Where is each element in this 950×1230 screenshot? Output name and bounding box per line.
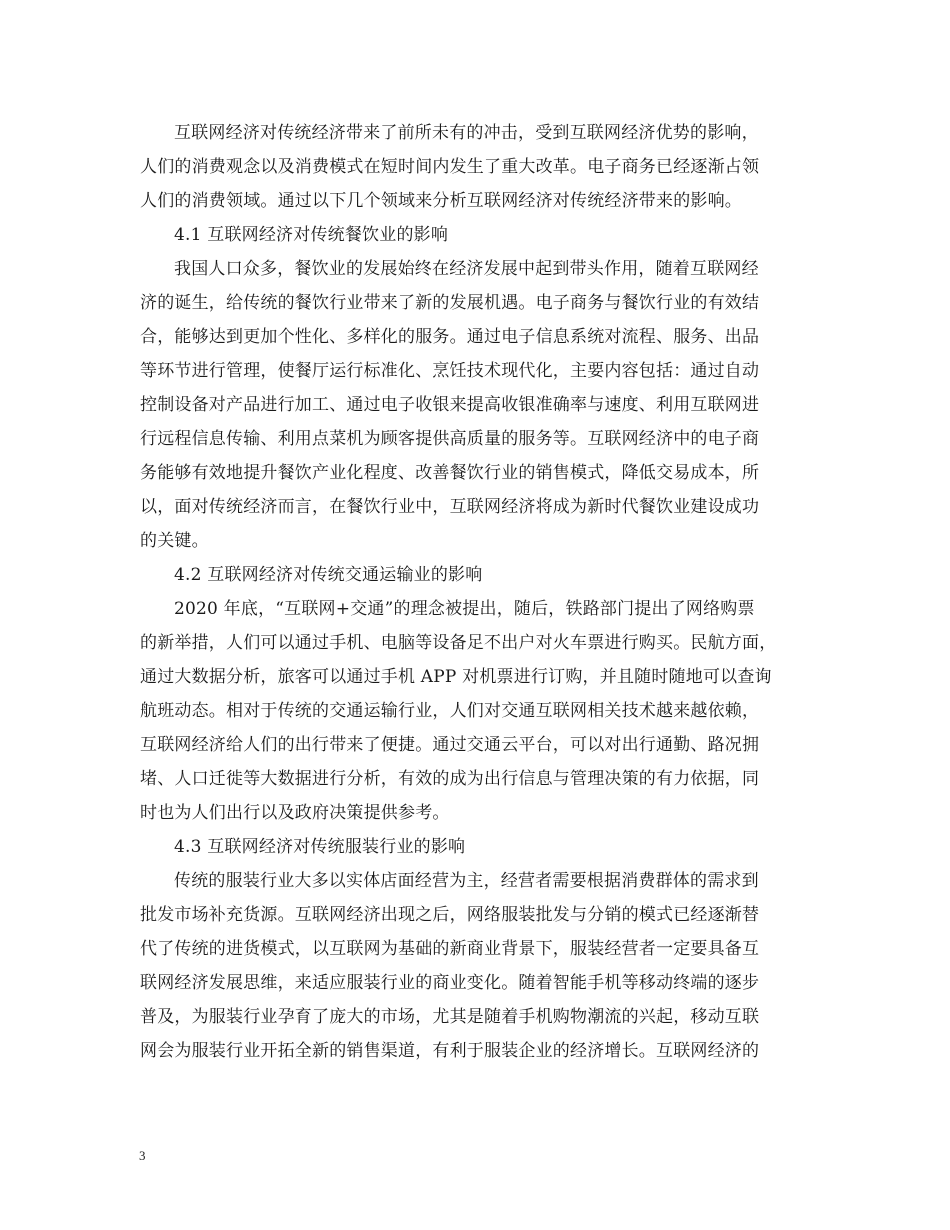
paragraph-line: 济的诞生，给传统的餐饮行业带来了新的发展机遇。电子商务与餐饮行业的有效结 <box>140 293 760 313</box>
section-heading-4-1: 4.1 互联网经济对传统餐饮业的影响 <box>174 225 449 245</box>
section-heading-4-2: 4.2 互联网经济对传统交通运输业的影响 <box>174 565 483 585</box>
paragraph-line: 务能够有效地提升餐饮产业化程度、改善餐饮行业的销售模式，降低交易成本，所 <box>140 463 760 483</box>
paragraph-line: 合，能够达到更加个性化、多样化的服务。通过电子信息系统对流程、服务、出品 <box>140 327 760 347</box>
paragraph-line: 互联网经济对传统经济带来了前所未有的冲击，受到互联网经济优势的影响， <box>174 123 759 143</box>
paragraph-line: 批发市场补充货源。互联网经济出现之后，网络服装批发与分销的模式已经逐渐替 <box>140 905 760 925</box>
paragraph-line: 的关键。 <box>140 531 209 551</box>
paragraph-line: 控制设备对产品进行加工、通过电子收银来提高收银准确率与速度、利用互联网进 <box>140 395 760 415</box>
paragraph-line: 代了传统的进货模式，以互联网为基础的新商业背景下，服装经营者一定要具备互 <box>140 939 760 959</box>
paragraph-line: 堵、人口迁徙等大数据进行分析，有效的成为出行信息与管理决策的有力依据，同 <box>140 769 760 789</box>
paragraph-line: 的新举措，人们可以通过手机、电脑等设备足不出户对火车票进行购买。民航方面， <box>140 633 777 653</box>
section-heading-4-3: 4.3 互联网经济对传统服装行业的影响 <box>174 837 466 857</box>
paragraph-line: 人们的消费观念以及消费模式在短时间内发生了重大改革。电子商务已经逐渐占领 <box>140 157 760 177</box>
paragraph-line: 互联网经济给人们的出行带来了便捷。通过交通云平台，可以对出行通勤、路况拥 <box>140 735 760 755</box>
paragraph-line: 网会为服装行业开拓全新的销售渠道，有利于服装企业的经济增长。互联网经济的 <box>140 1041 760 1061</box>
paragraph-line: 我国人口众多，餐饮业的发展始终在经济发展中起到带头作用，随着互联网经 <box>174 259 759 279</box>
paragraph-line: 人们的消费领域。通过以下几个领域来分析互联网经济对传统经济带来的影响。 <box>140 191 742 211</box>
paragraph-line: 传统的服装行业大多以实体店面经营为主，经营者需要根据消费群体的需求到 <box>174 871 759 891</box>
paragraph-line: 2020 年底，“互联网+交通”的理念被提出，随后，铁路部门提出了网络购票 <box>174 599 755 619</box>
paragraph-line: 以，面对传统经济而言，在餐饮行业中，互联网经济将成为新时代餐饮业建设成功 <box>140 497 760 517</box>
paragraph-line: 通过大数据分析，旅客可以通过手机 APP 对机票进行订购，并且随时随地可以查询 <box>140 667 772 687</box>
paragraph-line: 行远程信息传输、利用点菜机为顾客提供高质量的服务等。互联网经济中的电子商 <box>140 429 760 449</box>
paragraph-line: 普及，为服装行业孕育了庞大的市场，尤其是随着手机购物潮流的兴起，移动互联 <box>140 1007 760 1027</box>
paragraph-line: 航班动态。相对于传统的交通运输行业，人们对交通互联网相关技术越来越依赖， <box>140 701 760 721</box>
paragraph-line: 等环节进行管理，使餐厅运行标准化、烹饪技术现代化，主要内容包括：通过自动 <box>140 361 760 381</box>
paragraph-line: 时也为人们出行以及政府决策提供参考。 <box>140 803 450 823</box>
page-number: 3 <box>139 1148 146 1163</box>
paragraph-line: 联网经济发展思维，来适应服装行业的商业变化。随着智能手机等移动终端的逐步 <box>140 973 760 993</box>
